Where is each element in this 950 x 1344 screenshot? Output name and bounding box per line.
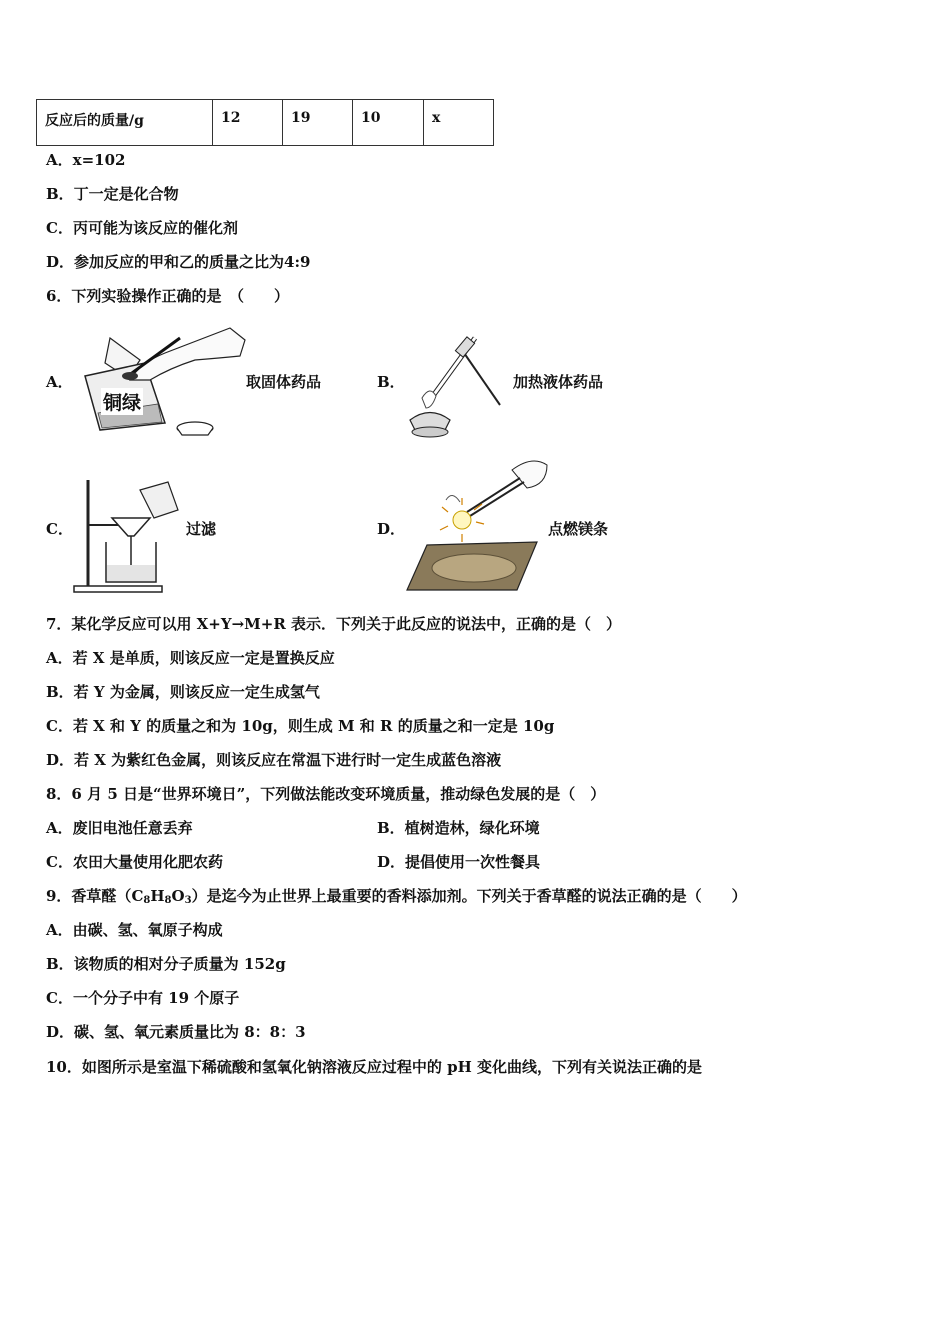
q9-option-b: B．该物质的相对分子质量为 152g [46,955,286,973]
table-cell: 12 [213,100,283,146]
q8-stem: 8．6 月 5 日是“世界环境日”，下列做法能改变环境质量，推动绿色发展的是（ ） [46,785,606,803]
q6-option-c-letter: C． [46,520,73,538]
q6-stem: 6．下列实验操作正确的是 （ ） [46,287,289,305]
q7-option-d: D．若 X 为紫红色金属，则该反应在常温下进行时一定生成蓝色溶液 [46,751,502,769]
q7-option-b: B．若 Y 为金属，则该反应一定生成氢气 [46,683,320,701]
q5-option-d: D．参加反应的甲和乙的质量之比为4:9 [46,253,311,271]
q8-option-b: B．植树造林，绿化环境 [377,819,540,837]
q9-option-d: D．碳、氢、氧元素质量比为 8：8：3 [46,1023,306,1041]
q6-option-d-caption: 点燃镁条 [548,520,609,538]
q10-stem: 10．如图所示是室温下稀硫酸和氢氧化钠溶液反应过程中的 pH 变化曲线，下列有关说法正确的是 [46,1058,702,1076]
q8-option-d: D．提倡使用一次性餐具 [377,853,541,871]
q9-stem: 9．香草醛$(C_8H_8O_3)$是迄今为止世界上最重要的香料添加剂。下列关于香草醛的说法正确的是（ ） [46,887,747,906]
q6-option-d-letter: D． [377,520,406,538]
q9-option-a: A．由碳、氢、氧原子构成 [46,921,223,939]
q6-option-a-letter: A． [46,373,73,391]
q5-option-b: B．丁一定是化合物 [46,185,179,203]
q6-option-b-letter: B． [377,373,405,391]
table-row [37,100,494,146]
heat-liquid-illustration [400,330,510,440]
q9-option-c: C．一个分子中有 19 个原子 [46,989,240,1007]
table-cell: x [424,100,494,146]
q8-option-a: A．废旧电池任意丢弃 [46,819,193,837]
mass-table [36,99,494,146]
table-row-label: 反应后的质量/g [37,100,213,146]
q7-stem: 7．某化学反应可以用 X+Y→M+R 表示．下列关于此反应的说法中，正确的是（ ） [46,615,622,633]
q6-option-b-caption: 加热液体药品 [513,373,604,391]
q5-option-a: A．x=102 [46,151,126,169]
q6-option-c-caption: 过滤 [186,520,217,538]
q8-option-c: C．农田大量使用化肥农药 [46,853,223,871]
q7-option-a: A．若 X 是单质，则该反应一定是置换反应 [46,649,335,667]
table-cell: 19 [283,100,353,146]
q7-option-c: C．若 X 和 Y 的质量之和为 10g，则生成 M 和 R 的质量之和一定是 10g [46,717,555,735]
table-cell: 10 [353,100,424,146]
filtration-illustration [68,470,188,600]
copper-bottle-label: 铜绿 [101,388,143,415]
q5-option-c: C．丙可能为该反应的催化剂 [46,219,238,237]
q6-option-a-caption: 取固体药品 [246,373,322,391]
burn-magnesium-illustration [402,450,552,595]
take-solid-illustration [70,318,250,438]
